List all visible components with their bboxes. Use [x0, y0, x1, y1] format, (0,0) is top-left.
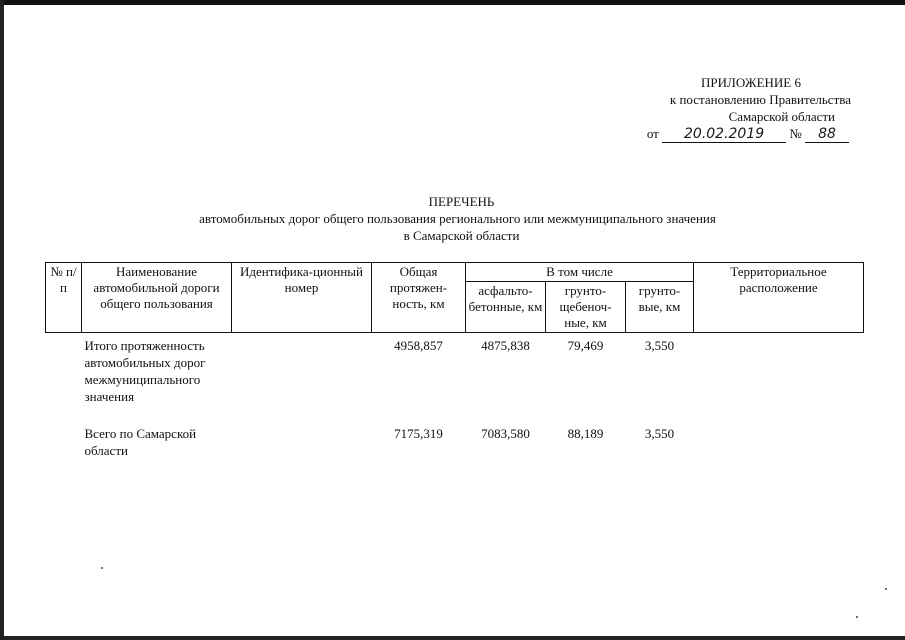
row-dirt: 3,550: [644, 338, 675, 353]
table-row: [46, 333, 864, 406]
row-location: [694, 333, 864, 406]
row-asphalt: 4875,838: [481, 338, 530, 353]
header-asphalt: асфальто-бетонные, км: [466, 282, 546, 333]
handwritten-date: 20.02.2019: [662, 127, 786, 143]
row-asphalt: 7083,580: [481, 426, 530, 441]
header-dirt: грунто-вые, км: [626, 282, 694, 333]
scan-bottom-edge: [0, 636, 905, 640]
title-region: в Самарской области: [403, 228, 520, 243]
scan-speck: [885, 588, 887, 590]
appendix-date-line: [647, 125, 849, 143]
row-identifier: [232, 333, 372, 406]
row-road-name: Итого протяженность автомобильных дорог межмуниципального значения: [84, 338, 206, 404]
header-number: № п/п: [46, 263, 82, 333]
header-gravel: грунто-щебеноч-ные, км: [546, 282, 626, 333]
title-description: автомобильных дорог общего пользования регионального или межмуниципального значения: [199, 211, 716, 226]
header-road-name: Наименование автомобильной дороги общего пользования: [82, 263, 232, 333]
header-total-length: Общая протяжен-ность, км: [372, 263, 466, 333]
row-identifier: [232, 421, 372, 459]
appendix-region-line: Самарской области: [728, 109, 835, 124]
row-spacer: [46, 405, 864, 421]
row-dirt: 3,550: [644, 426, 675, 441]
appendix-resolution-line: к постановлению Правительства: [669, 92, 851, 107]
appendix-block: [647, 74, 851, 143]
row-number: [46, 333, 82, 406]
row-gravel: 88,189: [567, 426, 604, 441]
header-identifier: Идентифика-ционный номер: [232, 263, 372, 333]
row-total-length: 4958,857: [394, 338, 443, 353]
header-location: Территориальное расположение: [694, 263, 864, 333]
title-heading: ПЕРЕЧЕНЬ: [428, 194, 495, 209]
date-prefix: от: [646, 126, 659, 141]
appendix-title: ПРИЛОЖЕНИЕ 6: [701, 75, 801, 90]
header-including: В том числе: [466, 263, 694, 282]
row-road-name: Всего по Самарской области: [84, 426, 197, 458]
scan-left-edge: [0, 0, 4, 640]
scan-speck: [856, 616, 858, 618]
document-title: [0, 193, 905, 244]
row-location: [694, 421, 864, 459]
number-prefix: №: [789, 126, 802, 141]
row-total-length: 7175,319: [394, 426, 443, 441]
row-number: [46, 421, 82, 459]
scan-speck: [101, 567, 103, 569]
table-row: [46, 421, 864, 459]
row-gravel: 79,469: [567, 338, 604, 353]
scan-top-edge: [0, 0, 905, 5]
roads-table: [45, 262, 864, 459]
header-row-1: [46, 263, 864, 282]
handwritten-number: 88: [805, 127, 849, 143]
